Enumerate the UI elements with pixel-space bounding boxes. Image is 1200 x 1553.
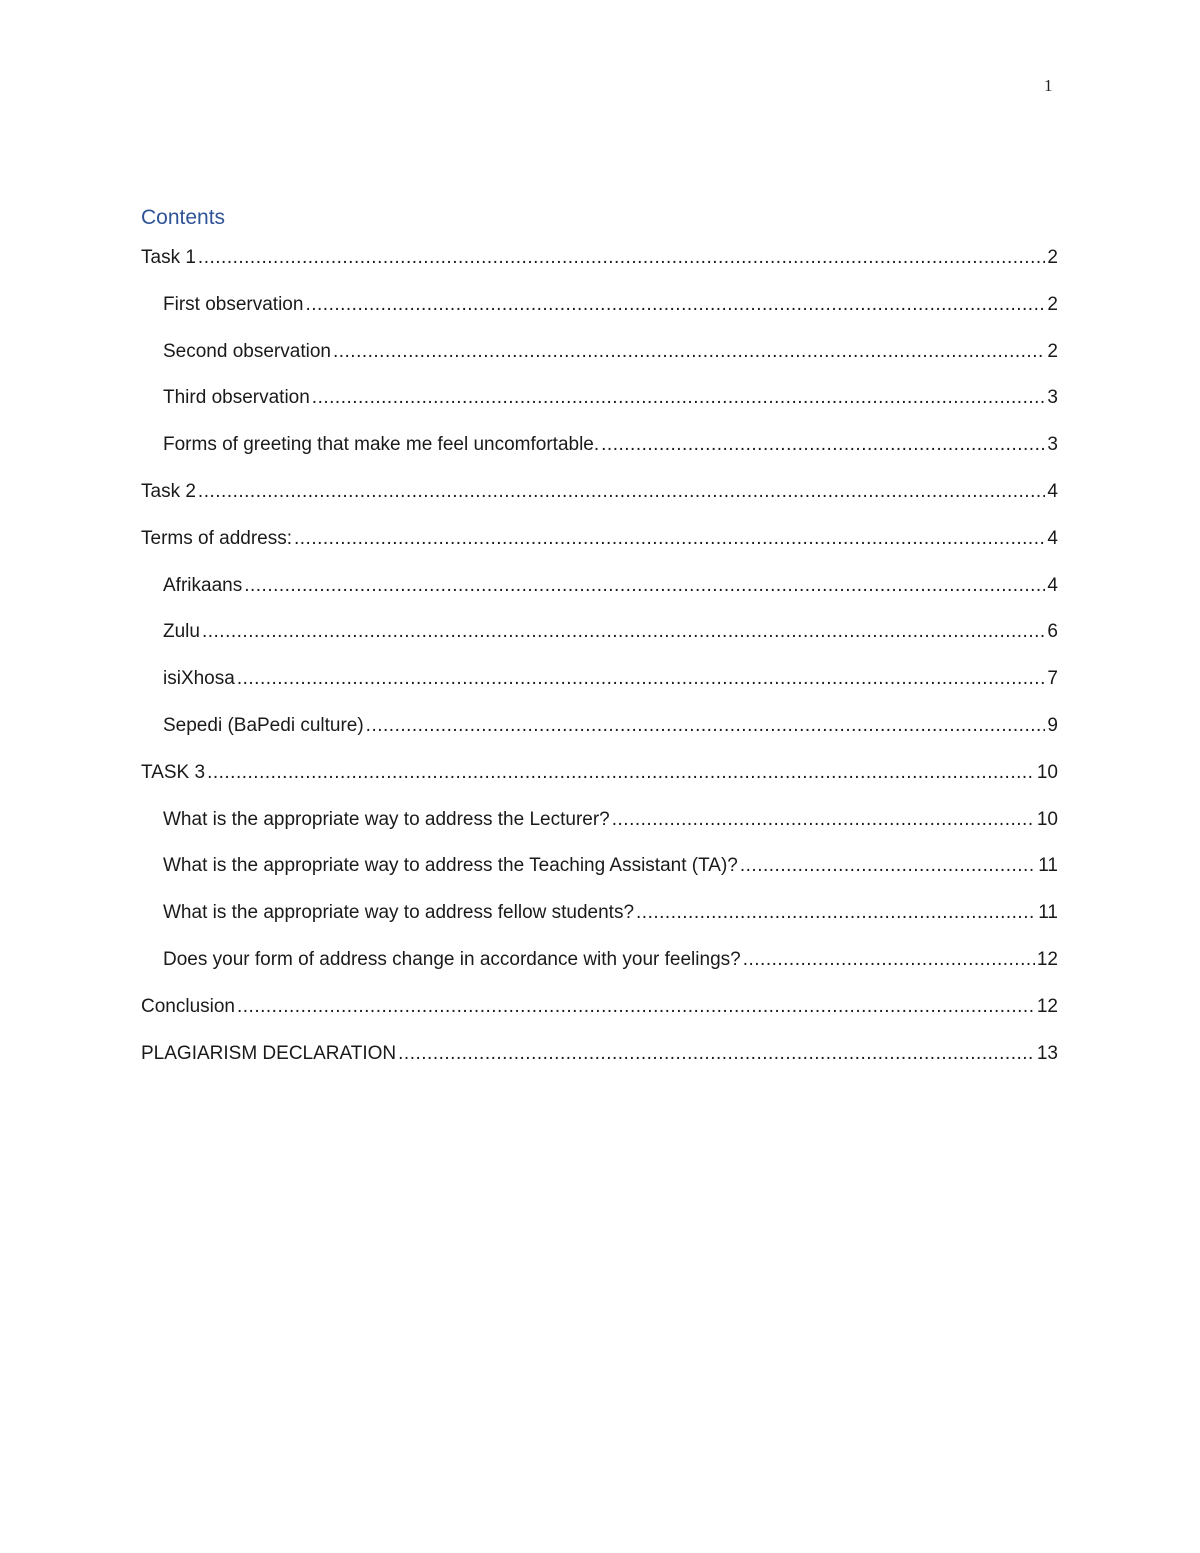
toc-entry-title: Forms of greeting that make me feel uncomfortable.	[163, 434, 600, 456]
toc-entry-title: Does your form of address change in accordance with your feelings?	[163, 948, 741, 970]
toc-entry-terms-of-address[interactable]	[141, 525, 1058, 572]
toc-entry-title: TASK 3	[141, 761, 206, 783]
toc-entry-address-fellow-students[interactable]	[141, 899, 1058, 946]
toc-dot-leader	[612, 806, 1035, 834]
toc-entry-title: Task 1	[141, 247, 196, 268]
toc-dot-leader	[207, 759, 1035, 787]
toc-entry-isixhosa[interactable]	[141, 665, 1058, 712]
toc-entry-page: 2	[1047, 293, 1058, 315]
toc-dot-leader	[398, 1040, 1035, 1068]
toc-entry-title: First observation	[163, 293, 304, 315]
toc-entry-title: Third observation	[163, 387, 310, 409]
toc-dot-leader	[237, 993, 1035, 1021]
toc-entry-page: 10	[1036, 808, 1058, 830]
toc-entry-page: 11	[1038, 855, 1058, 877]
toc-entry-task-1[interactable]	[141, 244, 1058, 291]
toc-entry-title: What is the appropriate way to address the Teaching Assistant (TA)?	[163, 855, 738, 877]
toc-entry-zulu[interactable]	[141, 618, 1058, 665]
toc-entry-page: 13	[1036, 1042, 1058, 1064]
toc-entry-address-ta[interactable]	[141, 852, 1058, 899]
toc-entry-task-3[interactable]	[141, 759, 1058, 806]
toc-heading: Contents	[141, 206, 226, 229]
toc-entry-first-observation[interactable]	[141, 291, 1058, 338]
toc-entry-page: 12	[1036, 995, 1058, 1017]
toc-entry-page: 4	[1047, 574, 1058, 596]
toc-dot-leader	[366, 712, 1046, 740]
toc-entry-page: 11	[1038, 902, 1058, 924]
toc-dot-leader	[312, 384, 1046, 412]
toc-entry-page: 4	[1047, 527, 1058, 549]
toc-entry-sepedi[interactable]	[141, 712, 1058, 759]
toc-dot-leader	[601, 431, 1045, 459]
toc-dot-leader	[294, 525, 1045, 553]
toc-entry-page: 2	[1047, 340, 1058, 362]
toc-entry-title: Zulu	[163, 621, 200, 643]
toc-entry-afrikaans[interactable]	[141, 572, 1058, 619]
toc-entry-page: 10	[1036, 761, 1058, 783]
toc-dot-leader	[198, 244, 1046, 272]
toc-entry-title: What is the appropriate way to address fellow students?	[163, 902, 635, 924]
toc-dot-leader	[202, 618, 1045, 646]
toc-entry-page: 7	[1047, 668, 1058, 690]
toc-entry-page: 6	[1047, 621, 1058, 643]
toc-dot-leader	[305, 291, 1045, 319]
toc-entry-task-2[interactable]	[141, 478, 1058, 525]
toc-entry-address-feelings[interactable]	[141, 946, 1058, 993]
page-number: 1	[1044, 76, 1053, 95]
table-of-contents	[141, 244, 1058, 1086]
toc-entry-title: Terms of address:	[141, 527, 292, 549]
toc-entry-conclusion[interactable]	[141, 993, 1058, 1040]
toc-entry-second-observation[interactable]	[141, 338, 1058, 385]
toc-entry-page: 9	[1047, 714, 1058, 736]
toc-dot-leader	[740, 852, 1036, 880]
toc-dot-leader	[743, 946, 1035, 974]
toc-entry-page: 2	[1047, 247, 1058, 268]
toc-entry-title: isiXhosa	[163, 668, 235, 690]
toc-entry-title: Second observation	[163, 340, 331, 362]
toc-entry-title: PLAGIARISM DECLARATION	[141, 1042, 397, 1064]
toc-entry-title: Conclusion	[141, 995, 235, 1017]
toc-dot-leader	[198, 478, 1046, 506]
toc-entry-third-observation[interactable]	[141, 384, 1058, 431]
toc-dot-leader	[636, 899, 1036, 927]
toc-dot-leader	[244, 572, 1045, 600]
toc-entry-title: Task 2	[141, 480, 196, 502]
toc-entry-page: 12	[1036, 948, 1058, 970]
toc-entry-forms-of-greeting[interactable]	[141, 431, 1058, 478]
toc-entry-page: 3	[1047, 387, 1058, 409]
toc-entry-title: Sepedi (BaPedi culture)	[163, 714, 364, 736]
toc-dot-leader	[333, 338, 1045, 366]
toc-entry-page: 3	[1047, 434, 1058, 456]
toc-dot-leader	[237, 665, 1046, 693]
toc-entry-title: What is the appropriate way to address the Lecturer?	[163, 808, 610, 830]
toc-entry-plagiarism-declaration[interactable]	[141, 1040, 1058, 1087]
toc-entry-page: 4	[1047, 480, 1058, 502]
toc-entry-title: Afrikaans	[163, 574, 243, 596]
toc-entry-address-lecturer[interactable]	[141, 806, 1058, 853]
